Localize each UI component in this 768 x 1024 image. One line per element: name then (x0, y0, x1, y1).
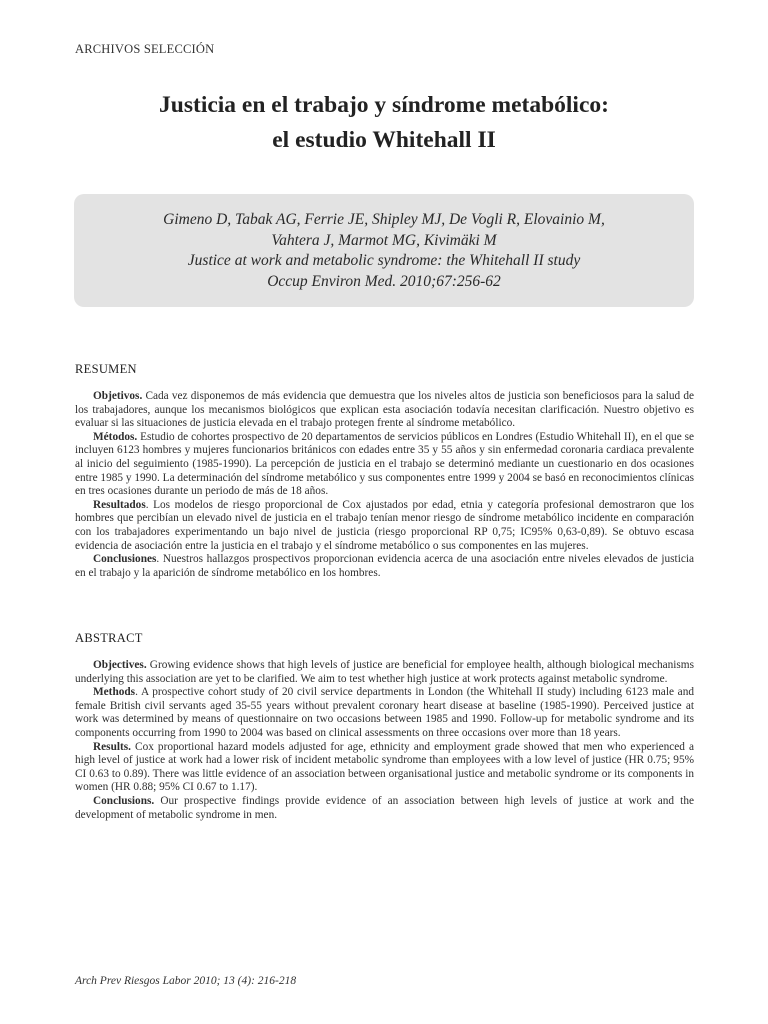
resumen-conclusiones (75, 553, 694, 580)
paragraph-lead: Results. (93, 740, 131, 753)
section-label: ARCHIVOS SELECCIÓN (75, 42, 215, 56)
paragraph-lead: Resultados (93, 498, 146, 511)
resumen-heading: RESUMEN (75, 362, 137, 376)
paragraph-text: Our prospective findings provide evidence of an association between high levels of justice at work and the development of metabolic syndrome in men. (75, 794, 694, 821)
resumen-resultados (75, 499, 694, 553)
title-line-1: Justicia en el trabajo y síndrome metabólico: (159, 92, 609, 118)
english-title: Justice at work and metabolic syndrome: the Whitehall II study (187, 252, 581, 269)
resumen-body (75, 390, 694, 580)
abstract-heading: ABSTRACT (75, 631, 143, 645)
journal-citation: Occup Environ Med. 2010;67:256-62 (267, 272, 501, 290)
abstract-results (75, 741, 694, 795)
authors-line-2: Vahtera J, Marmot MG, Kivimäki M (271, 231, 497, 249)
resumen-metodos (75, 431, 694, 499)
paragraph-text: Estudio de cohortes prospectivo de 20 departamentos de servicios públicos en Londres (Estudio Whitehall II), en el que se incluyen 6123 hombres y mujeres funcionarios británicos con edades entre 35 y 55 años y sin enfermedad coronaria cardiaca prevalente al inicio del seguimiento (1985-1990). La percepción de justicia en el trabajo se determinó mediante un cuestionario en dos ocasiones entre 1985 y 1990. La determinación del síndrome metabólico y sus componentes entre 1999 y 2004 se basó en reconocimientos clínicas en tres ocasiones durante un periodo de más de 18 años. (75, 430, 694, 498)
paragraph-text: Growing evidence shows that high levels of justice are beneficial for employee health, although biological mechanisms underlying this association are yet to be clarified. We aim to test whether high justice at work protects against metabolic syndrome. (75, 659, 694, 685)
abstract-conclusions (75, 795, 694, 822)
paragraph-lead: Métodos. (93, 430, 138, 443)
paragraph-text: . Nuestros hallazgos prospectivos proporcionan evidencia acerca de una asociación entre niveles elevados de justicia en el trabajo y la aparición de síndrome metabólico en los hombres. (75, 553, 694, 579)
reference-box (74, 194, 694, 307)
paragraph-text: . A prospective cohort study of 20 civil service departments in London (the Whitehall II study) including 6123 male and female British civil servants aged 35-55 years without prevalent coronary heart disease at baseline (1985-1990). Perceived justice at work was determined by means of questionnaire on two occasions between 1985 and 1990. Follow-up for metabolic syndrome and its components occurring from 1990 to 2004 was based on clinical assessments on three occasions over more than 18 years. (75, 686, 694, 739)
paragraph-lead: Objetivos. (93, 390, 143, 402)
paragraph-lead: Methods (93, 686, 136, 699)
abstract-methods (75, 686, 694, 740)
resumen-objetivos (75, 390, 694, 431)
article-title (60, 88, 708, 158)
paragraph-text: Cada vez disponemos de más evidencia que demuestra que los niveles altos de justicia son beneficiosos para la salud de los trabajadores, aunque los mecanismos biológicos que explican esta asociación todavía necesitan clarificación. Nuestro objetivo es evaluar si las situaciones de justicia elevada en el trabajo protegen frente al síndrome metabólico. (75, 390, 694, 430)
paragraph-lead: Conclusiones (93, 553, 157, 566)
paragraph-lead: Objectives. (93, 659, 147, 671)
authors-line-1: Gimeno D, Tabak AG, Ferrie JE, Shipley MJ, De Vogli R, Elovainio M, (163, 211, 605, 228)
paragraph-text: Cox proportional hazard models adjusted for age, ethnicity and employment grade showed that men who experienced a high level of justice at work had a lower risk of incident metabolic syndrome than employees with a low level of justice (HR 0.75; 95% CI 0.63 to 0.89). There was little evidence of an association between organisational justice and metabolic syndrome or its components in women (HR 0.88; 95% CI 0.67 to 1.17). (75, 740, 694, 794)
title-line-2: el estudio Whitehall II (272, 127, 496, 153)
journal-footer: Arch Prev Riesgos Labor 2010; 13 (4): 216-218 (75, 975, 297, 987)
abstract-objectives (75, 659, 694, 686)
paragraph-text: . Los modelos de riesgo proporcional de Cox ajustados por edad, etnia y categoría profesional demostraron que los hombres que percibían un elevado nivel de justicia en el trabajo tenían menor riesgo de síndrome metabólico incidente en comparación con los trabajadores experimentando un bajo nivel de justicia (riesgo proporcional RP 0,75; IC95% 0,63-0,89). Se obtuvo escasa evidencia de asociación entre la justicia en el trabajo y el síndrome metabólico o sus componentes en las mujeres. (75, 498, 694, 552)
abstract-body (75, 659, 694, 822)
paragraph-lead: Conclusions. (93, 794, 155, 807)
